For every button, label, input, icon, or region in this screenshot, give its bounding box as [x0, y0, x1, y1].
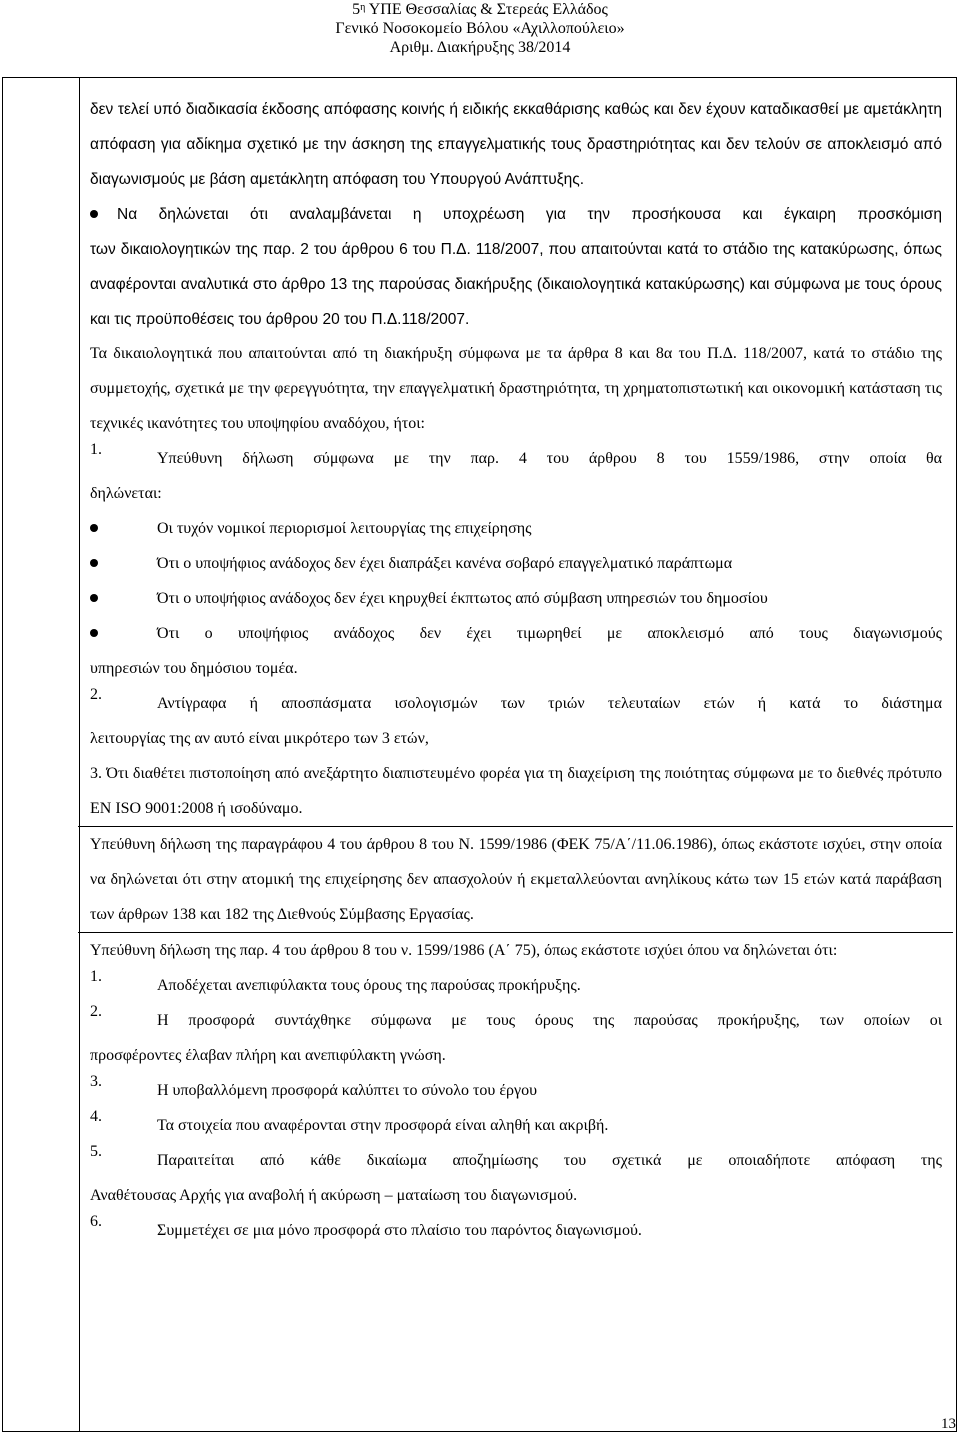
header-line-1: $5^\eta$ ΥΠΕ Θεσσαλίας & Στερεάς Ελλάδος [352, 1, 608, 18]
statement-1: 1. Αποδέχεται ανεπιφύλακτα τους όρους της παρούσας προκήρυξης. [90, 968, 581, 994]
statement-3: 3. Η υποβαλλόμενη προσφορά καλύπτει το σύνολο του έργου [90, 1073, 538, 1099]
statement-5-rest: Αναθέτουσας Αρχής για αναβολή ή ακύρωση – ματαίωση του διαγωνισμού. [90, 1187, 578, 1204]
paragraph-4: Υπεύθυνη δήλωση της παρ. 4 του άρθρου 8 του ν. 1599/1986 (Α΄ 75), όπως εκάστοτε ισχύει όπου να δηλώνεται ότι: [90, 942, 838, 959]
bullet-item-obligation: Να δηλώνεται ότι αναλαμβάνεται η υποχρέωση για την προσήκουσα και έγκαιρη προσκόμιση [90, 197, 942, 232]
document-header [0, 0, 960, 57]
header-line-3: Αριθμ. Διακήρυξης 38/2014 [389, 39, 571, 56]
paragraph-3: Υπεύθυνη δήλωση της παραγράφου 4 του άρθρου 8 του Ν. 1599/1986 (ΦΕΚ 75/Α΄/11.06.1986), όπως εκάστοτε ισχύει, στην οποία να δηλώνεται ότι στην ατομική της επιχείρησης δεν απασχολούν ή εκμεταλλεύονται ανηλίκους κάτω των 15 ετών κατά παράβαση των άρθρων 138 και 182 της Διεθνούς Σύμβασης Εργασίας. [90, 836, 942, 923]
numbered-item-1: 1. Υπεύθυνη δήλωση σύμφωνα με την παρ. 4 του άρθρου 8 του 1559/1986, στην οποία θα [90, 441, 942, 467]
numbered-item-3: 3. Ότι διαθέτει πιστοποίηση από ανεξάρτητο διαπιστευμένο φορέα για τη διαχείριση της ποιότητας σύμφωνα με το διεθνές πρότυπο ΕΝ ISO 9001:2008 ή ισοδύναμο. [90, 765, 942, 817]
declaration-bullet-2: Ότι ο υποψήφιος ανάδοχος δεν έχει διαπράξει κανένα σοβαρό επαγγελματικό παράπτωμα [90, 546, 942, 581]
statement-4: 4. Τα στοιχεία που αναφέρονται στην προσφορά είναι αληθή και ακριβή. [90, 1108, 609, 1134]
page-number: 13 [941, 1416, 956, 1432]
bullet-item-obligation-rest: των δικαιολογητικών της παρ. 2 του άρθρου 6 του Π.Δ. 118/2007, που απαιτούνται κατά το στάδιο της κατακύρωσης, όπως αναφέρονται αναλυτικά στο άρθρο 13 της παρούσας διακήρυξης (δικαιολογητικά κατακύρωσης) και σύμφωνα με τους όρους και τις προϋποθέσεις του άρθρου 20 του Π.Δ.118/2007. [90, 241, 942, 328]
statement-2-rest: προσφέροντες έλαβαν πλήρη και ανεπιφύλακτη γνώση. [90, 1047, 446, 1064]
numbered-item-2: 2. Αντίγραφα ή αποσπάσματα ισολογισμών των τριών τελευταίων ετών ή κατά το διάστημα [90, 686, 942, 712]
paragraph-2: Τα δικαιολογητικά που απαιτούνται από τη διακήρυξη σύμφωνα με τα άρθρα 8 και 8α του Π.Δ. 118/2007, κατά το στάδιο της συμμετοχής, σχετικά με την φερεγγυότητα, την επαγγελματική δραστηριότητα, τη χρηματοπιστωτική και οικονομική κατάσταση τις τεχνικές ικανότητες του υποψηφίου αναδόχου, ήτοι: [90, 345, 942, 432]
declaration-bullet-4: Ότι ο υποψήφιος ανάδοχος δεν έχει τιμωρηθεί με αποκλεισμό από τους διαγωνισμούς [90, 616, 942, 651]
bullet-icon [90, 594, 98, 602]
declaration-bullet-1: Οι τυχόν νομικοί περιορισμοί λειτουργίας της επιχείρησης [90, 511, 942, 546]
declaration-bullet-4-rest: υπηρεσιών του δημόσιου τομέα. [90, 660, 298, 677]
statement-5: 5. Παραιτείται από κάθε δικαίωμα αποζημίωσης του σχετικά με οποιαδήποτε απόφαση της [90, 1143, 942, 1169]
statement-6: 6. Συμμετέχει σε μια μόνο προσφορά στο πλαίσιο του παρόντος διαγωνισμού. [90, 1213, 642, 1239]
numbered-item-1-rest: δηλώνεται: [90, 485, 162, 502]
bullet-icon [90, 629, 98, 637]
bullet-icon [90, 559, 98, 567]
document-body [90, 92, 942, 1248]
statement-2: 2. Η προσφορά συντάχθηκε σύμφωνα με τους όρους της παρούσας προκήρυξης, των οποίων οι [90, 1003, 942, 1029]
numbered-item-2-rest: λειτουργίας της αν αυτό είναι μικρότερο των 3 ετών, [90, 730, 429, 747]
declaration-bullet-3: Ότι ο υποψήφιος ανάδοχος δεν έχει κηρυχθεί έκπτωτος από σύμβαση υπηρεσιών του δημοσίου [90, 581, 942, 616]
bullet-icon [90, 210, 98, 218]
bullet-icon [90, 524, 98, 532]
header-line-2: Γενικό Νοσοκομείο Βόλου «Αχιλλοπούλειο» [335, 20, 625, 37]
paragraph-1: δεν τελεί υπό διαδικασία έκδοσης απόφασης κοινής ή ειδικής εκκαθάρισης καθώς και δεν έχουν καταδικασθεί με αμετάκλητη απόφαση για αδίκημα σχετικό με την άσκηση της επαγγελματικής τους δραστηριότητας και δεν τελούν σε αποκλεισμό από διαγωνισμούς με βάση αμετάκλητη απόφαση του Υπουργού Ανάπτυξης. [90, 101, 942, 188]
left-column-border [79, 78, 80, 1431]
